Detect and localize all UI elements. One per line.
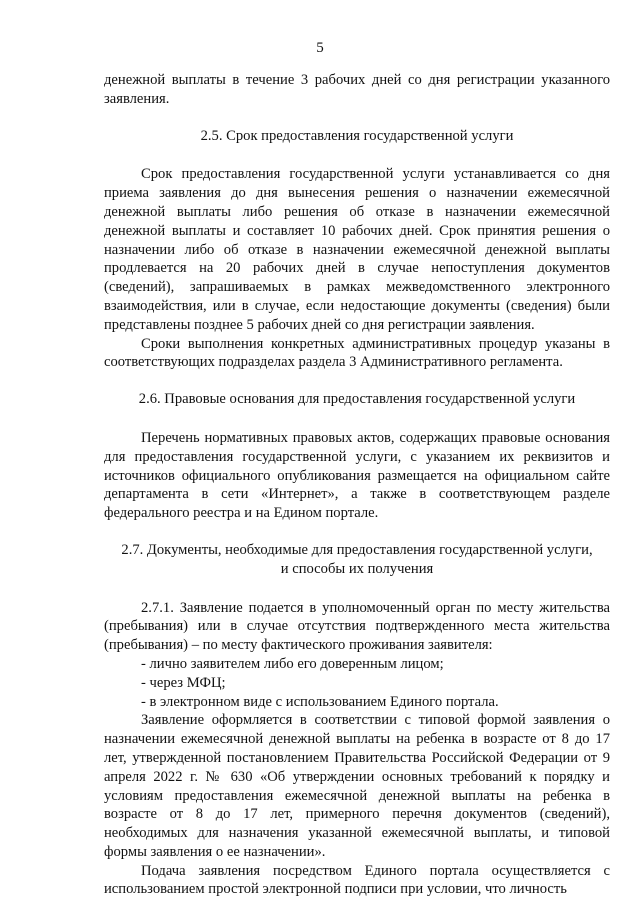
continuation-paragraph: денежной выплаты в течение 3 рабочих дней со дня регистрации указанного заявления. xyxy=(104,72,610,107)
section-heading-2-7-line2: и способы их получения xyxy=(280,560,434,577)
section-heading-2-7-line1: 2.7. Документы, необходимые для предоставления государственной услуги, xyxy=(121,541,593,558)
page-number: 5 xyxy=(316,40,324,56)
section-heading-2-6: 2.6. Правовые основания для предоставления государственной услуги xyxy=(138,391,576,408)
paragraph-portal-submission: Подача заявления посредством Единого портала осуществляется с использованием простой электронной подписи при условии, что личность xyxy=(104,862,610,898)
section-heading-2-5: 2.5. Срок предоставления государственной услуги xyxy=(200,127,514,144)
list-item-in-person: - лично заявителем либо его доверенным лицом; xyxy=(141,655,444,672)
list-item-electronic: - в электронном виде с использованием Единого портала. xyxy=(141,693,499,710)
paragraph-2-5-term: Срок предоставления государственной услуги устанавливается со дня приема заявления до дня вынесения решения о назначении ежемесячной денежной выплаты либо решения об отказе в назначении ежемесячной денежной выплаты и составляет 10 рабочих дней. Срок принятия решения о назначении либо об отказе в назначении ежемесячной денежной выплаты продлевается на 20 рабочих дней в случае непоступления документов (сведений), запрашиваемых в рамках межведомственного электронного взаимодействия, или в случае, если недостающие документы (сведения) были представлены позднее 5 рабочих дней со дня регистрации заявления. xyxy=(104,166,610,333)
paragraph-application-form: Заявление оформляется в соответствии с типовой формой заявления о назначении ежемесячной денежной выплаты на ребенка в возрасте от 8 до 17 лет, утвержденной постановлением Правительства Российской Федерации от 9 апреля 2022 г. № 630 «Об утверждении основных требований к порядку и условиям предоставления ежемесячной денежной выплаты на ребенка в возрасте от 8 до 17 лет, примерного перечня документов (сведений), необходимых для назначения указанной ежемесячной выплаты, и типовой формы заявления о ее назначении». xyxy=(104,712,610,860)
paragraph-2-6-legal-basis: Перечень нормативных правовых актов, содержащих правовые основания для предоставления государственной услуги, с указанием их реквизитов и источников официального опубликования размещается на официальном сайте департамента в сети «Интернет», а также в соответствующем разделе федерального реестра и на Едином портале. xyxy=(104,429,610,522)
list-item-mfc: - через МФЦ; xyxy=(141,674,226,691)
document-body xyxy=(104,71,610,899)
paragraph-2-7-1: 2.7.1. Заявление подается в уполномоченный орган по месту жительства (пребывания) или в случае отсутствия подтвержденного места жительства (пребывания) – по месту фактического проживания заявителя: xyxy=(104,599,610,654)
paragraph-2-5-procedures: Сроки выполнения конкретных административных процедур указаны в соответствующих подразделах раздела 3 Административного регламента. xyxy=(104,335,610,371)
